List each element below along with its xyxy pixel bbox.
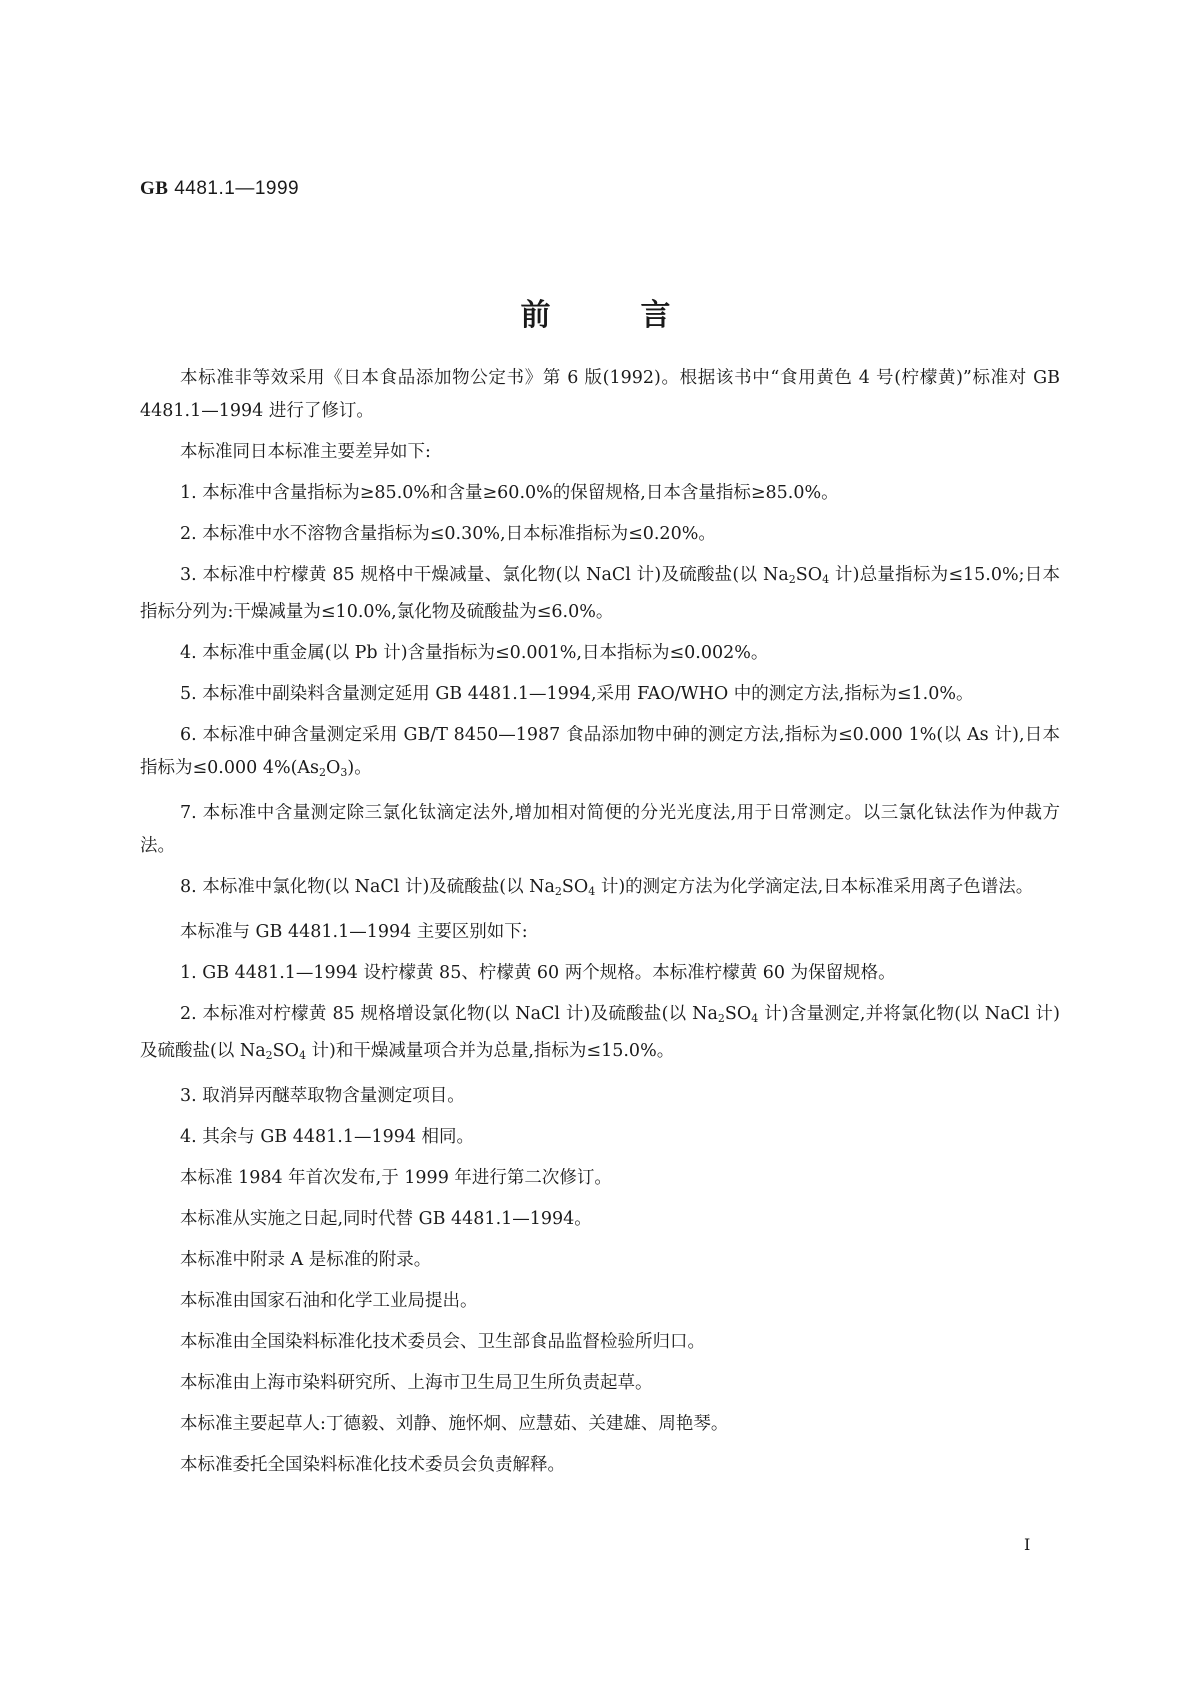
text-run: 计)的测定方法为化学滴定法,日本标准采用离子色谱法。 (595, 877, 1034, 897)
paragraph-text: 3. 取消异丙醚萃取物含量测定项目。 (180, 1086, 465, 1106)
page-number: I (1024, 1535, 1031, 1554)
subscript: 4 (822, 573, 830, 586)
page-title: 前言 (520, 298, 761, 333)
text-run: 计)和干燥减量项合并为总量,指标为≤15.0%。 (305, 1041, 675, 1061)
paragraph-text (140, 871, 1060, 908)
paragraph-text: 7. 本标准中含量测定除三氯化钛滴定法外,增加相对简便的分光光度法,用于日常测定。以三氯化钛法作为仲裁方法。 (140, 803, 1060, 856)
paragraph-text: 本标准由全国染料标准化技术委员会、卫生部食品监督检验所归口。 (180, 1332, 705, 1352)
paragraph (140, 678, 1060, 711)
subscript: 4 (588, 885, 596, 898)
paragraph-text (140, 719, 1060, 789)
paragraph (140, 998, 1060, 1072)
paragraph-text: 本标准从实施之日起,同时代替 GB 4481.1—1994。 (180, 1209, 592, 1229)
paragraph-text: 1. 本标准中含量指标为≥85.0%和含量≥60.0%的保留规格,日本含量指标≥85.0%。 (180, 483, 839, 503)
paragraph-text: 本标准主要起草人:丁德毅、刘静、施怀炯、应慧茹、关建雄、周艳琴。 (180, 1414, 729, 1434)
paragraph (140, 436, 1060, 469)
paragraph-text (140, 998, 1060, 1072)
paragraph-text (140, 559, 1060, 629)
paragraph (140, 871, 1060, 908)
paragraph-text: 本标准非等效采用《日本食品添加物公定书》第 6 版(1992)。根据该书中“食用黄色 4 号(柠檬黄)”标准对 GB 4481.1—1994 进行了修订。 (140, 368, 1060, 421)
subscript: 4 (751, 1012, 759, 1025)
paragraph (140, 637, 1060, 670)
subscript: 3 (340, 766, 348, 779)
paragraph-text: 2. 本标准中水不溶物含量指标为≤0.30%,日本标准指标为≤0.20%。 (180, 524, 716, 544)
subscript: 2 (788, 573, 796, 586)
paragraph (140, 1367, 1060, 1400)
paragraph (140, 957, 1060, 990)
text-run: )。 (347, 758, 372, 778)
paragraph (140, 559, 1060, 629)
paragraph (140, 1449, 1060, 1482)
text-run: 计)总量指标为≤15.0%;日本指标分列为:干燥减量为≤10.0%,氯化物及硫酸盐为≤6.0%。 (140, 565, 1060, 622)
paragraph (140, 362, 1060, 428)
paragraph (140, 916, 1060, 949)
paragraph-text: 5. 本标准中副染料含量测定延用 GB 4481.1—1994,采用 FAO/WHO 中的测定方法,指标为≤1.0%。 (180, 684, 974, 704)
foreword-body (140, 362, 1060, 1490)
paragraph (140, 1244, 1060, 1277)
text-run: 计)含量测定,并将氯化物(以 NaCl 计)及硫酸盐(以 Na (140, 1004, 1060, 1061)
subscript: 2 (265, 1049, 273, 1062)
paragraph-text: 1. GB 4481.1—1994 设柠檬黄 85、柠檬黄 60 两个规格。本标准柠檬黄 60 为保留规格。 (180, 963, 896, 983)
paragraph (140, 1326, 1060, 1359)
paragraph-text: 4. 其余与 GB 4481.1—1994 相同。 (180, 1127, 475, 1147)
paragraph (140, 1408, 1060, 1441)
text-run: O (326, 758, 341, 778)
subscript: 4 (298, 1049, 306, 1062)
paragraph (140, 1162, 1060, 1195)
paragraph-text: 4. 本标准中重金属(以 Pb 计)含量指标为≤0.001%,日本指标为≤0.002%。 (180, 643, 769, 663)
paragraph (140, 1121, 1060, 1154)
standard-prefix: GB (140, 178, 169, 199)
paragraph-text: 本标准与 GB 4481.1—1994 主要区别如下: (180, 922, 528, 942)
text-run: 8. 本标准中氯化物(以 NaCl 计)及硫酸盐(以 Na (180, 877, 555, 897)
subscript: 2 (319, 766, 327, 779)
paragraph (140, 1285, 1060, 1318)
paragraph (140, 1080, 1060, 1113)
paragraph (140, 477, 1060, 510)
paragraph (140, 797, 1060, 863)
subscript: 2 (717, 1012, 725, 1025)
subscript: 2 (554, 885, 562, 898)
text-run: SO (272, 1041, 299, 1061)
paragraph (140, 518, 1060, 551)
standard-number: 4481.1—1999 (174, 178, 300, 199)
paragraph (140, 1203, 1060, 1236)
text-run: 6. 本标准中砷含量测定采用 GB/T 8450—1987 食品添加物中砷的测定方法,指标为≤0.000 1%(以 As 计),日本指标为≤0.000 4%(As (140, 725, 1060, 778)
paragraph-text: 本标准委托全国染料标准化技术委员会负责解释。 (180, 1455, 565, 1475)
text-run: SO (561, 877, 589, 897)
text-run: SO (795, 565, 823, 585)
paragraph-text: 本标准同日本标准主要差异如下: (180, 442, 431, 462)
paragraph (140, 719, 1060, 789)
document-header (140, 178, 299, 200)
paragraph-text: 本标准由上海市染料研究所、上海市卫生局卫生所负责起草。 (180, 1373, 653, 1393)
paragraph-text: 本标准 1984 年首次发布,于 1999 年进行第二次修订。 (180, 1168, 612, 1188)
text-run: 3. 本标准中柠檬黄 85 规格中干燥减量、氯化物(以 NaCl 计)及硫酸盐(以 Na (180, 565, 789, 585)
paragraph-text: 本标准中附录 A 是标准的附录。 (180, 1250, 432, 1270)
paragraph-text: 本标准由国家石油和化学工业局提出。 (180, 1291, 478, 1311)
text-run: 2. 本标准对柠檬黄 85 规格增设氯化物(以 NaCl 计)及硫酸盐(以 Na (180, 1004, 718, 1024)
text-run: SO (724, 1004, 752, 1024)
